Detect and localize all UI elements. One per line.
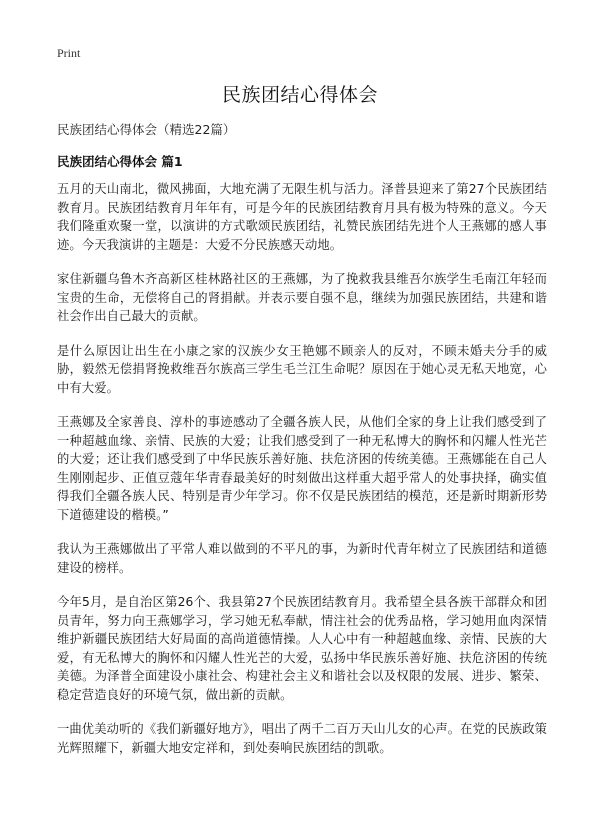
paragraph: 五月的天山南北，微风拂面，大地充满了无限生机与活力。泽普县迎来了第27个民族团结教育月。民族团结教育月年年有，可是今年的民族团结教育月具有极为特殊的意义。今天我们隆重欢聚一堂，以演讲的方式歌颂民族团结，礼赞民族团结先进个人王燕娜的感人事迹。今天我演讲的主题是：大爱不分民族感天动地。	[57, 182, 547, 252]
paragraph: 今年5月，是自治区第26个、我县第27个民族团结教育月。我希望全县各族干部群众和团员青年，努力向王燕娜学习，学习她无私奉献，情注社会的优秀品格，学习她用血肉深情维护新疆民族团结大好局面的高尚道德情操。人人心中有一种超越血缘、亲情、民族的大爱，有无私博大的胸怀和闪耀人性光芒的大爱，弘扬中华民族乐善好施、扶危济困的传统美德。为泽普全面建设小康社会、构建社会主义和谐社会以及权限的发展、进步、繁荣、稳定营造良好的环境气氛，做出新的贡献。	[57, 595, 547, 702]
print-label: Print	[57, 46, 81, 60]
document-body	[57, 180, 547, 773]
paragraph: 家住新疆乌鲁木齐高新区桂林路社区的王燕娜，为了挽救我县维吾尔族学生毛南江年轻而宝贵的生命，无偿将自己的肾捐献。并表示要自强不息，继续为加强民族团结，共建和谐社会作出自己最大的贡献。	[57, 272, 547, 323]
section-heading: 民族团结心得体会 篇1	[57, 154, 183, 169]
paragraph: 王燕娜及全家善良、淳朴的事迹感动了全疆各族人民，从他们全家的身上让我们感受到了一种超越血缘、亲情、民族的大爱；让我们感受到了一种无私博大的胸怀和闪耀人性光芒的大爱；还让我们感受到了中华民族乐善好施、扶危济困的传统美德。王燕娜能在自己人生刚刚起步、正值豆蔻年华青春最美好的时刻做出这样重大超乎常人的处事抉择，确实值得我们全疆各族人民、特别是青少年学习。你不仅是民族团结的模范，还是新时期新形势下道德建设的楷模。”	[57, 415, 547, 522]
paragraph: 一曲优美动听的《我们新疆好地方》，唱出了两千二百万天山儿女的心声。在党的民族政策光辉照耀下，新疆大地安定祥和，到处奏响民族团结的凯歌。	[57, 722, 547, 755]
document-subtitle: 民族团结心得体会（精选22篇）	[57, 122, 236, 137]
document-title: 民族团结心得体会	[221, 84, 378, 106]
paragraph: 我认为王燕娜做出了平常人难以做到的不平凡的事，为新时代青年树立了民族团结和道德建设的榜样。	[57, 542, 547, 575]
paragraph: 是什么原因让出生在小康之家的汉族少女王艳娜不顾亲人的反对，不顾未婚夫分手的威胁，毅然无偿捐肾挽救维吾尔族高三学生毛兰江生命呢？原因在于她心灵无私天地宽，心中有大爱。	[57, 343, 547, 395]
